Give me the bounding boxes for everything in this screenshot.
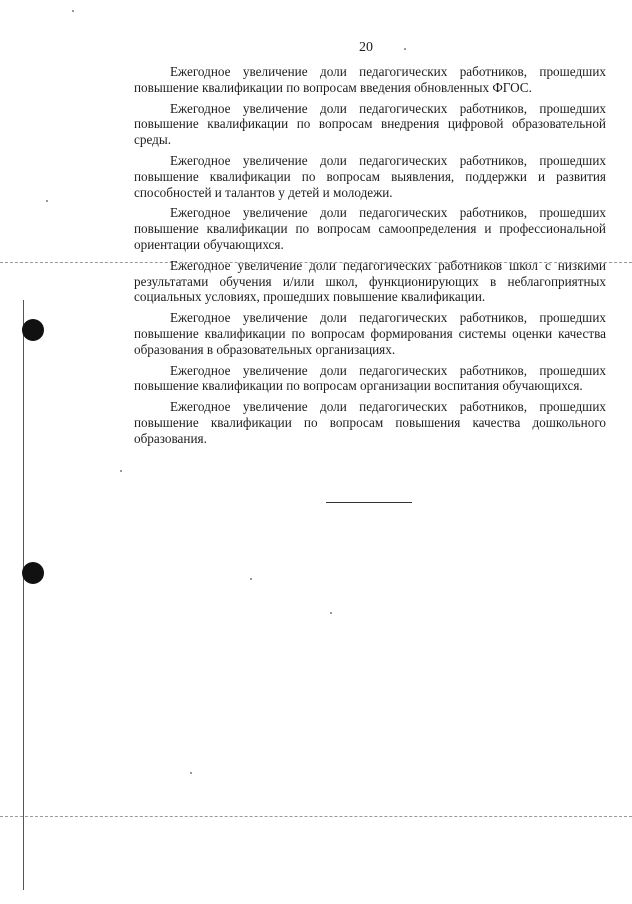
speck: [46, 200, 48, 202]
speck: [120, 470, 122, 472]
punch-hole: [22, 562, 44, 584]
speck: [330, 612, 332, 614]
scan-line: [0, 816, 632, 817]
document-body: [134, 64, 606, 452]
separator-line: [326, 502, 412, 503]
paragraph: Ежегодное увеличение доли педагогических работников, прошедших повышение квалификации по вопросам организации воспитания обучающихся.: [134, 362, 606, 394]
paragraph: Ежегодное увеличение доли педагогических работников, прошедших повышение квалификации по вопросам выявления, поддержки и развития способностей и талантов у детей и молодежи.: [134, 152, 606, 200]
speck: [72, 10, 74, 12]
speck: [190, 772, 192, 774]
paragraph: Ежегодное увеличение доли педагогических работников школ с низкими результатами обучения и/или школ, функционирующих в неблагоприятных социальных условиях, прошедших повышение квалификации.: [134, 257, 606, 305]
scan-edge-left: [23, 300, 24, 890]
paragraph: Ежегодное увеличение доли педагогических работников, прошедших повышение квалификации по вопросам формирования системы оценки качества образования в образовательных организациях.: [134, 310, 606, 357]
paragraph: Ежегодное увеличение доли педагогических работников, прошедших повышение квалификации по вопросам введения обновленных ФГОС.: [134, 64, 606, 95]
punch-hole: [22, 319, 44, 341]
paragraph: Ежегодное увеличение доли педагогических работников, прошедших повышение квалификации по вопросам повышения качества дошкольного образования.: [134, 399, 606, 446]
paragraph: Ежегодное увеличение доли педагогических работников, прошедших повышение квалификации по вопросам внедрения цифровой образовательной среды.: [134, 100, 606, 148]
paragraph: Ежегодное увеличение доли педагогических работников, прошедших повышение квалификации по вопросам самоопределения и профессиональной ориентации обучающихся.: [134, 205, 606, 252]
page-number: 20: [359, 40, 373, 55]
speck: [250, 578, 252, 580]
